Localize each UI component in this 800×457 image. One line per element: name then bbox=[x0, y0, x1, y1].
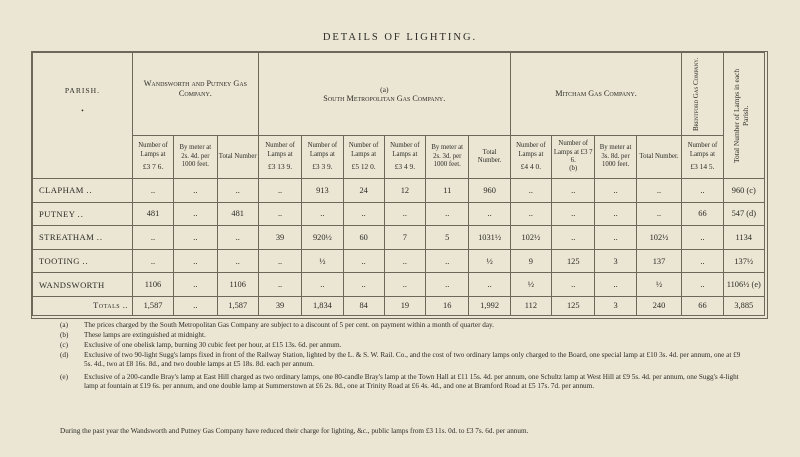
footnote: (a) The prices charged by the South Metropolitan Gas Company are subject to a discount of 5 per cent. on payment within a month of quarter day. bbox=[60, 321, 494, 329]
cell: .. bbox=[258, 179, 301, 203]
cell: .. bbox=[426, 273, 469, 297]
cell: 1106 bbox=[132, 273, 173, 297]
total-cell: 547 (d) bbox=[723, 202, 764, 226]
cell: 60 bbox=[343, 226, 384, 250]
total-cell: 1134 bbox=[723, 226, 764, 250]
s-col6-header: Total Number. bbox=[469, 136, 510, 179]
cell: .. bbox=[595, 273, 636, 297]
cell: .. bbox=[258, 202, 301, 226]
lighting-table bbox=[32, 52, 765, 316]
cell: ½ bbox=[469, 249, 510, 273]
table-row bbox=[33, 226, 765, 250]
parish-name: WANDSWORTH bbox=[33, 273, 133, 297]
cell: 1,587 bbox=[217, 296, 258, 315]
cell: .. bbox=[174, 226, 217, 250]
parish-name: PUTNEY .. bbox=[33, 202, 133, 226]
cell: 1,834 bbox=[302, 296, 343, 315]
w-col3-header: Total Number bbox=[217, 136, 258, 179]
cell: .. bbox=[595, 226, 636, 250]
cell: 24 bbox=[343, 179, 384, 203]
totals-row bbox=[33, 296, 765, 315]
cell: .. bbox=[384, 273, 425, 297]
footnote: (d) Exclusive of two 90-light Sugg's lamps fixed in front of the Railway Station, lighted by the L. & S. W. Rail. Co., and the cost of two ordinary lamps only charged to the Board, one special lamp at £10 3s. 4d. per annum, one at £9 5s. 4d., two at £8 16s. 8d., and two double lamps at £5 18s. 8d. each per annum. bbox=[60, 351, 741, 368]
footnote: (e) Exclusive of a 200-candle Bray's lamp at East Hill charged as two ordinary lamps, one 80-candle Bray's lamp at the Town Hall at £11 15s. 4d. per annum, one Schultz lamp at West Hill at £9 5s. 4d. per annum, one Sugg's 4-light lamp at fountain at £19 6s. per annum, and one double lamp at Summerstown at £6 2s. 8d., one at Trinity Road at £6 4s. 4d., and one at Bramford Road at £5 17s. 7d. per annum. bbox=[60, 373, 739, 390]
cell: 960 bbox=[469, 179, 510, 203]
brentford-company-header: Brentford Gas Company. bbox=[682, 53, 723, 136]
cell: .. bbox=[426, 202, 469, 226]
page-title: DETAILS OF LIGHTING. bbox=[322, 32, 478, 43]
s-col5-header: By meter at 2s. 3d. per 1000 feet. bbox=[426, 136, 469, 179]
cell: .. bbox=[132, 226, 173, 250]
cell: .. bbox=[174, 179, 217, 203]
cell: .. bbox=[682, 179, 723, 203]
m-col1-header: Number of Lamps at £4 4 0. bbox=[510, 136, 551, 179]
cell: .. bbox=[302, 273, 343, 297]
cell: 481 bbox=[132, 202, 173, 226]
cell: 920½ bbox=[302, 226, 343, 250]
cell: .. bbox=[217, 226, 258, 250]
cell: .. bbox=[636, 179, 682, 203]
cell: 39 bbox=[258, 226, 301, 250]
s-col3-header: Number of Lamps at £5 12 0. bbox=[343, 136, 384, 179]
cell: .. bbox=[682, 226, 723, 250]
s-col4-header: Number of Lamps at £3 4 9. bbox=[384, 136, 425, 179]
cell: .. bbox=[258, 249, 301, 273]
mitcham-company-header: Mitcham Gas Company. bbox=[510, 53, 682, 136]
cell: 1,992 bbox=[469, 296, 510, 315]
total-cell: 1106½ (e) bbox=[723, 273, 764, 297]
totals-label: Totals .. bbox=[33, 296, 133, 315]
cell: .. bbox=[682, 273, 723, 297]
cell: .. bbox=[217, 249, 258, 273]
cell: .. bbox=[302, 202, 343, 226]
footnote: (b) These lamps are extinguished at midnight. bbox=[60, 331, 206, 339]
parish-header: PARISH. • bbox=[33, 53, 133, 179]
grand-total: 3,885 bbox=[723, 296, 764, 315]
cell: 913 bbox=[302, 179, 343, 203]
cell: .. bbox=[174, 296, 217, 315]
cell: .. bbox=[258, 273, 301, 297]
cell: 5 bbox=[426, 226, 469, 250]
cell: 1106 bbox=[217, 273, 258, 297]
cell: 1031½ bbox=[469, 226, 510, 250]
cell: 125 bbox=[552, 249, 595, 273]
table-row bbox=[33, 202, 765, 226]
w-col1-header: Number of Lamps at £3 7 6. bbox=[132, 136, 173, 179]
w-col2-header: By meter at 2s. 4d. per 1000 feet. bbox=[174, 136, 217, 179]
parish-name: TOOTING .. bbox=[33, 249, 133, 273]
s-col2-header: Number of Lamps at £3 3 9. bbox=[302, 136, 343, 179]
total-cell: 137½ bbox=[723, 249, 764, 273]
cell: .. bbox=[682, 249, 723, 273]
cell: .. bbox=[552, 202, 595, 226]
cell: .. bbox=[174, 202, 217, 226]
m-col2-header: Number of Lamps at £3 7 6. (b) bbox=[552, 136, 595, 179]
cell: .. bbox=[343, 273, 384, 297]
parish-name: CLAPHAM .. bbox=[33, 179, 133, 203]
cell: 1,587 bbox=[132, 296, 173, 315]
cell: .. bbox=[217, 179, 258, 203]
cell: .. bbox=[174, 273, 217, 297]
cell: 102½ bbox=[510, 226, 551, 250]
cell: .. bbox=[510, 179, 551, 203]
cell: ½ bbox=[510, 273, 551, 297]
cell: .. bbox=[384, 249, 425, 273]
closing-note: During the past year the Wandsworth and Putney Gas Company have reduced their charge for lighting, &c., public lamps from £3 11s. 0d. to £3 7s. 6d. per annum. bbox=[60, 427, 529, 435]
south-metro-company-header: (a) South Metropolitan Gas Company. bbox=[258, 53, 510, 136]
parish-name: STREATHAM .. bbox=[33, 226, 133, 250]
cell: 102½ bbox=[636, 226, 682, 250]
m-col4-header: Total Number. bbox=[636, 136, 682, 179]
cell: .. bbox=[552, 226, 595, 250]
cell: ½ bbox=[636, 273, 682, 297]
header-row-companies bbox=[33, 53, 765, 136]
b-col1-header: Number of Lamps at £3 14 5. bbox=[682, 136, 723, 179]
cell: 112 bbox=[510, 296, 551, 315]
wandsworth-company-header: Wandsworth and Putney Gas Company. bbox=[132, 53, 258, 136]
cell: 39 bbox=[258, 296, 301, 315]
cell: .. bbox=[384, 202, 425, 226]
footnote: (c) Exclusive of one obelisk lamp, burning 30 cubic feet per hour, at £15 13s. 6d. per annum. bbox=[60, 341, 342, 349]
m-col3-header: By meter at 3s. 8d. per 1000 feet. bbox=[595, 136, 636, 179]
total-cell: 960 (c) bbox=[723, 179, 764, 203]
cell: 11 bbox=[426, 179, 469, 203]
cell: .. bbox=[595, 202, 636, 226]
cell: .. bbox=[469, 202, 510, 226]
cell: .. bbox=[552, 273, 595, 297]
cell: .. bbox=[343, 202, 384, 226]
cell: 240 bbox=[636, 296, 682, 315]
cell: 9 bbox=[510, 249, 551, 273]
cell: .. bbox=[343, 249, 384, 273]
table-row bbox=[33, 249, 765, 273]
cell: .. bbox=[636, 202, 682, 226]
cell: .. bbox=[510, 202, 551, 226]
header-row-columns bbox=[33, 136, 765, 179]
s-col1-header: Number of Lamps at £3 13 9. bbox=[258, 136, 301, 179]
cell: 16 bbox=[426, 296, 469, 315]
cell: .. bbox=[132, 249, 173, 273]
cell: 137 bbox=[636, 249, 682, 273]
cell: ½ bbox=[302, 249, 343, 273]
table-row bbox=[33, 179, 765, 203]
cell: .. bbox=[174, 249, 217, 273]
cell: .. bbox=[595, 179, 636, 203]
cell: 66 bbox=[682, 296, 723, 315]
cell: 481 bbox=[217, 202, 258, 226]
cell: 12 bbox=[384, 179, 425, 203]
cell: .. bbox=[469, 273, 510, 297]
table-row bbox=[33, 273, 765, 297]
cell: 19 bbox=[384, 296, 425, 315]
cell: .. bbox=[426, 249, 469, 273]
cell: .. bbox=[132, 179, 173, 203]
cell: 66 bbox=[682, 202, 723, 226]
cell: 7 bbox=[384, 226, 425, 250]
cell: 84 bbox=[343, 296, 384, 315]
cell: 125 bbox=[552, 296, 595, 315]
cell: 3 bbox=[595, 249, 636, 273]
cell: 3 bbox=[595, 296, 636, 315]
total-lamps-header: Total Number of Lamps in each Parish. bbox=[723, 53, 764, 179]
cell: .. bbox=[552, 179, 595, 203]
